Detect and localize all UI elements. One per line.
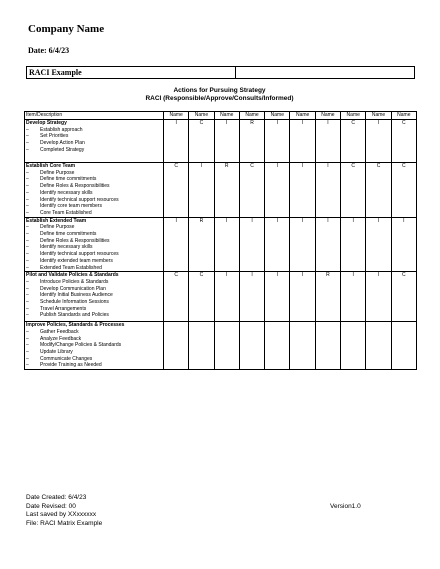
task-item-label: Communicate Changes <box>40 355 93 362</box>
raci-value-cell: C <box>189 272 214 322</box>
date-created: Date Created: 6/4/23 <box>26 494 87 501</box>
bullet-dash: – <box>26 328 29 335</box>
raci-value-cell: I <box>214 217 239 272</box>
raci-value-cell: C <box>239 163 264 218</box>
raci-value-cell: I <box>290 217 315 272</box>
task-item <box>26 140 162 147</box>
raci-value-cell: I <box>214 272 239 322</box>
section-description-cell <box>25 322 164 370</box>
task-item <box>26 238 162 245</box>
task-item <box>26 231 162 238</box>
raci-value-cell <box>265 322 290 370</box>
raci-value-cell: C <box>391 120 416 163</box>
bullet-dash: – <box>26 305 29 312</box>
bullet-dash: – <box>26 140 29 147</box>
raci-value-cell: C <box>189 120 214 163</box>
raci-value-cell: I <box>265 163 290 218</box>
task-item <box>26 336 162 343</box>
section-description-cell <box>25 120 164 163</box>
column-header-name: Name <box>189 112 214 120</box>
bullet-dash: – <box>26 362 29 369</box>
raci-value-cell: C <box>164 272 189 322</box>
task-item <box>26 127 162 134</box>
section-description-cell <box>25 217 164 272</box>
task-item <box>26 197 162 204</box>
task-item <box>26 210 162 217</box>
raci-value-cell: C <box>341 120 366 163</box>
bullet-dash: – <box>26 237 29 244</box>
bullet-dash: – <box>26 342 29 349</box>
table-title: Actions for Pursuing Strategy <box>173 87 266 94</box>
raci-value-cell: I <box>290 163 315 218</box>
task-item <box>26 306 162 313</box>
task-item-label: Identify Initial Business Audience <box>40 292 113 299</box>
task-item-label: Develop Communication Plan <box>40 285 106 292</box>
task-item-label: Publish Standards and Policies <box>40 312 109 319</box>
raci-value-cell: I <box>265 272 290 322</box>
footer-info <box>26 494 102 528</box>
task-item <box>26 292 162 299</box>
section-description-cell <box>25 163 164 218</box>
file-name: File: RACI Matrix Example <box>26 519 103 527</box>
bullet-dash: – <box>26 244 29 251</box>
section-description-cell <box>25 272 164 322</box>
task-item-label: Establish approach <box>40 126 83 133</box>
bullet-dash: – <box>26 203 29 210</box>
task-item <box>26 183 162 190</box>
raci-table <box>24 111 417 370</box>
task-item-label: Update Library <box>40 349 73 356</box>
table-row <box>25 120 417 163</box>
raci-value-cell: I <box>391 217 416 272</box>
task-item-label: Modify/Change Policies & Standards <box>40 342 122 349</box>
bullet-dash: – <box>26 285 29 292</box>
task-item <box>26 312 162 319</box>
raci-value-cell <box>239 322 264 370</box>
raci-value-cell <box>189 322 214 370</box>
task-item-label: Identify technical support resources <box>40 196 119 203</box>
column-header-name: Name <box>239 112 264 120</box>
task-item <box>26 265 162 272</box>
raci-value-cell: I <box>239 272 264 322</box>
task-item-label: Identify core team members <box>40 203 102 210</box>
task-item-label: Introduce Policies & Standards <box>40 278 109 285</box>
raci-value-cell: C <box>366 163 391 218</box>
raci-value-cell: I <box>341 272 366 322</box>
section-title: Develop Strategy <box>26 120 67 126</box>
task-item <box>26 251 162 258</box>
bullet-dash: – <box>26 278 29 285</box>
raci-value-cell: R <box>189 217 214 272</box>
header-row <box>25 112 417 120</box>
raci-example-box <box>26 66 415 79</box>
bullet-dash: – <box>26 349 29 356</box>
bullet-dash: – <box>26 355 29 362</box>
task-item-label: Core Team Established <box>40 209 92 216</box>
column-header-name: Name <box>366 112 391 120</box>
table-row <box>25 163 417 218</box>
bullet-dash: – <box>26 299 29 306</box>
raci-value-cell: I <box>214 120 239 163</box>
table-row <box>25 272 417 322</box>
task-item <box>26 286 162 293</box>
raci-value-cell: I <box>189 163 214 218</box>
bullet-dash: – <box>26 146 29 153</box>
task-item-label: Define Purpose <box>40 169 75 176</box>
bullet-dash: – <box>26 257 29 264</box>
raci-value-cell: R <box>315 272 340 322</box>
raci-value-cell: I <box>265 217 290 272</box>
column-header-name: Name <box>391 112 416 120</box>
task-item-label: Identify necessary skills <box>40 189 93 196</box>
task-item-label: Define Purpose <box>40 224 75 231</box>
bullet-dash: – <box>26 176 29 183</box>
bullet-dash: – <box>26 196 29 203</box>
raci-value-cell: I <box>366 217 391 272</box>
task-item-label: Gather Feedback <box>40 328 79 335</box>
task-item <box>26 190 162 197</box>
raci-value-cell: R <box>214 163 239 218</box>
raci-value-cell: C <box>391 163 416 218</box>
raci-value-cell: I <box>315 163 340 218</box>
raci-value-cell <box>391 322 416 370</box>
task-item <box>26 349 162 356</box>
raci-value-cell <box>290 322 315 370</box>
section-title: Improve Policies, Standards & Processes <box>26 322 125 329</box>
section-title: Establish Core Team <box>26 163 76 169</box>
bullet-dash: – <box>26 231 29 238</box>
column-header-name: Name <box>341 112 366 120</box>
raci-value-cell: R <box>239 120 264 163</box>
task-item-label: Define Roles & Responsibilities <box>40 237 110 244</box>
task-item <box>26 329 162 336</box>
bullet-dash: – <box>26 264 29 271</box>
raci-example-label: RACI Example <box>27 67 236 78</box>
raci-value-cell: C <box>391 272 416 322</box>
column-header-name: Name <box>214 112 239 120</box>
task-item-label: Travel Arrangements <box>40 305 87 312</box>
task-item-label: Analyze Feedback <box>40 335 82 342</box>
section-title: Establish Extended Team <box>26 217 87 224</box>
raci-value-cell: I <box>164 217 189 272</box>
raci-value-cell: I <box>290 272 315 322</box>
raci-value-cell <box>315 322 340 370</box>
raci-value-cell: I <box>239 217 264 272</box>
column-header-name: Name <box>265 112 290 120</box>
raci-value-cell: I <box>164 120 189 163</box>
raci-value-cell: I <box>366 120 391 163</box>
task-item <box>26 224 162 231</box>
raci-value-cell: I <box>290 120 315 163</box>
bullet-dash: – <box>26 189 29 196</box>
raci-value-cell: I <box>341 217 366 272</box>
bullet-dash: – <box>26 209 29 216</box>
task-item <box>26 342 162 349</box>
raci-value-cell <box>164 322 189 370</box>
section-title: Pilot and Validate Policies & Standards <box>26 272 119 279</box>
task-item <box>26 279 162 286</box>
task-item-label: Identify technical support resources <box>40 251 119 258</box>
task-item <box>26 362 162 369</box>
bullet-dash: – <box>26 292 29 299</box>
bullet-dash: – <box>26 169 29 176</box>
table-row <box>25 217 417 272</box>
bullet-dash: – <box>26 133 29 140</box>
task-item-label: Set Priorities <box>40 133 69 140</box>
raci-value-cell <box>214 322 239 370</box>
date-revised: Date Revised: 00 <box>26 502 76 510</box>
task-item <box>26 244 162 251</box>
raci-example-blank-cell <box>236 67 414 78</box>
company-name: Company Name <box>28 23 105 35</box>
raci-value-cell: I <box>366 272 391 322</box>
bullet-dash: – <box>26 312 29 319</box>
task-item-label: Identify necessary skills <box>40 244 93 251</box>
task-item <box>26 258 162 265</box>
raci-value-cell: I <box>315 217 340 272</box>
task-item <box>26 176 162 183</box>
raci-value-cell <box>341 322 366 370</box>
raci-value-cell <box>366 322 391 370</box>
task-item <box>26 170 162 177</box>
task-item <box>26 356 162 363</box>
task-item-label: Extended Team Established <box>40 264 102 271</box>
raci-value-cell: I <box>315 120 340 163</box>
task-item-label: Completed Strategy <box>40 146 85 153</box>
bullet-dash: – <box>26 183 29 190</box>
task-item <box>26 203 162 210</box>
task-item <box>26 147 162 154</box>
raci-value-cell: C <box>341 163 366 218</box>
bullet-dash: – <box>26 335 29 342</box>
table-row <box>25 322 417 370</box>
column-header-name: Name <box>290 112 315 120</box>
column-header-name: Name <box>164 112 189 120</box>
task-item <box>26 299 162 306</box>
raci-value-cell: C <box>164 163 189 218</box>
column-header-item: Item/Description <box>25 112 164 120</box>
task-item-label: Define time commitments <box>40 176 97 183</box>
task-item-label: Define time commitments <box>40 231 97 238</box>
raci-value-cell: I <box>265 120 290 163</box>
task-item-label: Define Roles & Responsibilities <box>40 183 110 190</box>
bullet-dash: – <box>26 126 29 133</box>
table-subtitle: RACI (Responsible/Approve/Consults/Informed) <box>145 95 294 102</box>
bullet-dash: – <box>26 251 29 258</box>
last-saved-by: Last saved by XXxxxxxx <box>26 511 97 519</box>
task-item-label: Identify extended team members <box>40 257 113 264</box>
document-date: Date: 6/4/23 <box>28 46 70 55</box>
bullet-dash: – <box>26 224 29 231</box>
column-header-name: Name <box>315 112 340 120</box>
task-item <box>26 133 162 140</box>
task-item-label: Provide Training as Needed <box>40 362 102 369</box>
task-item-label: Develop Action Plan <box>40 140 85 147</box>
task-item-label: Schedule Information Sessions <box>40 299 109 306</box>
version-label: Version1.0 <box>330 503 361 510</box>
